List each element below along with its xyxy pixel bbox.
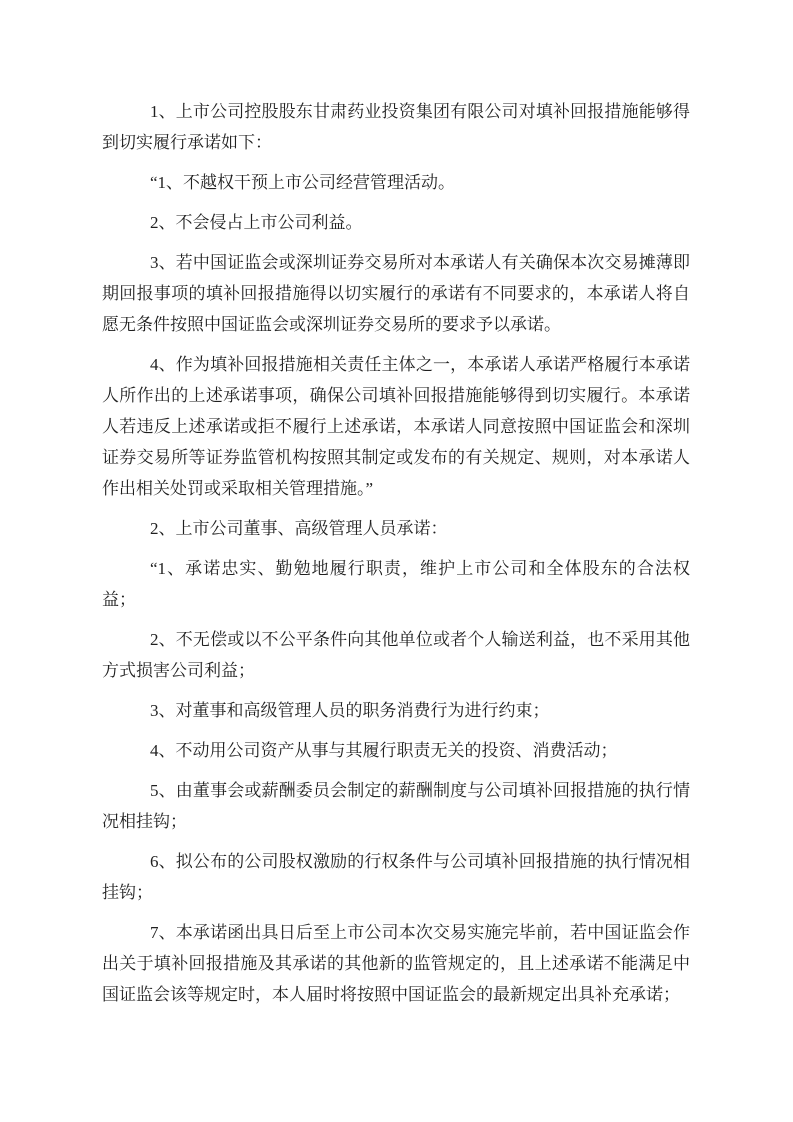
paragraph: “1、不越权干预上市公司经营管理活动。 [150, 173, 456, 192]
paragraph: 4、作为填补回报措施相关责任主体之一，本承诺人承诺严格履行本承诺人所作出的上述承诺事项，确保公司填补回报措施能够得到切实履行。本承诺人若违反上述承诺或拒不履行上述承诺，本承诺人同意按照中国证监会和深圳证券交易所等证券监管机构按照其制定或发布的有关规定、规则，对本承诺人作出相关处罚或采取相关管理措施。” [102, 355, 690, 498]
paragraph: 2、不会侵占上市公司利益。 [150, 213, 363, 232]
paragraph: 7、本承诺函出具日后至上市公司本次交易实施完毕前，若中国证监会作出关于填补回报措施及其承诺的其他新的监管规定的，且上述承诺不能满足中国证监会该等规定时，本人届时将按照中国证监会的最新规定出具补充承诺； [102, 923, 690, 1004]
paragraph: 6、拟公布的公司股权激励的行权条件与公司填补回报措施的执行情况相挂钩； [102, 852, 690, 902]
document-body [102, 96, 690, 1019]
paragraph: 3、若中国证监会或深圳证券交易所对本承诺人有关确保本次交易摊薄即期回报事项的填补回报措施得以切实履行的承诺有不同要求的，本承诺人将自愿无条件按照中国证监会或深圳证券交易所的要求予以承诺。 [102, 253, 690, 334]
paragraph: 3、对董事和高级管理人员的职务消费行为进行约束； [150, 701, 550, 720]
paragraph: 5、由董事会或薪酬委员会制定的薪酬制度与公司填补回报措施的执行情况相挂钩； [102, 781, 690, 831]
paragraph: 1、上市公司控股股东甘肃药业投资集团有限公司对填补回报措施能够得到切实履行承诺如下： [102, 102, 690, 152]
paragraph: “1、承诺忠实、勤勉地履行职责，维护上市公司和全体股东的合法权益； [102, 559, 690, 609]
paragraph: 2、上市公司董事、高级管理人员承诺： [150, 519, 448, 538]
paragraph: 2、不无偿或以不公平条件向其他单位或者个人输送利益，也不采用其他方式损害公司利益； [102, 630, 690, 680]
paragraph: 4、不动用公司资产从事与其履行职责无关的投资、消费活动； [150, 741, 618, 760]
